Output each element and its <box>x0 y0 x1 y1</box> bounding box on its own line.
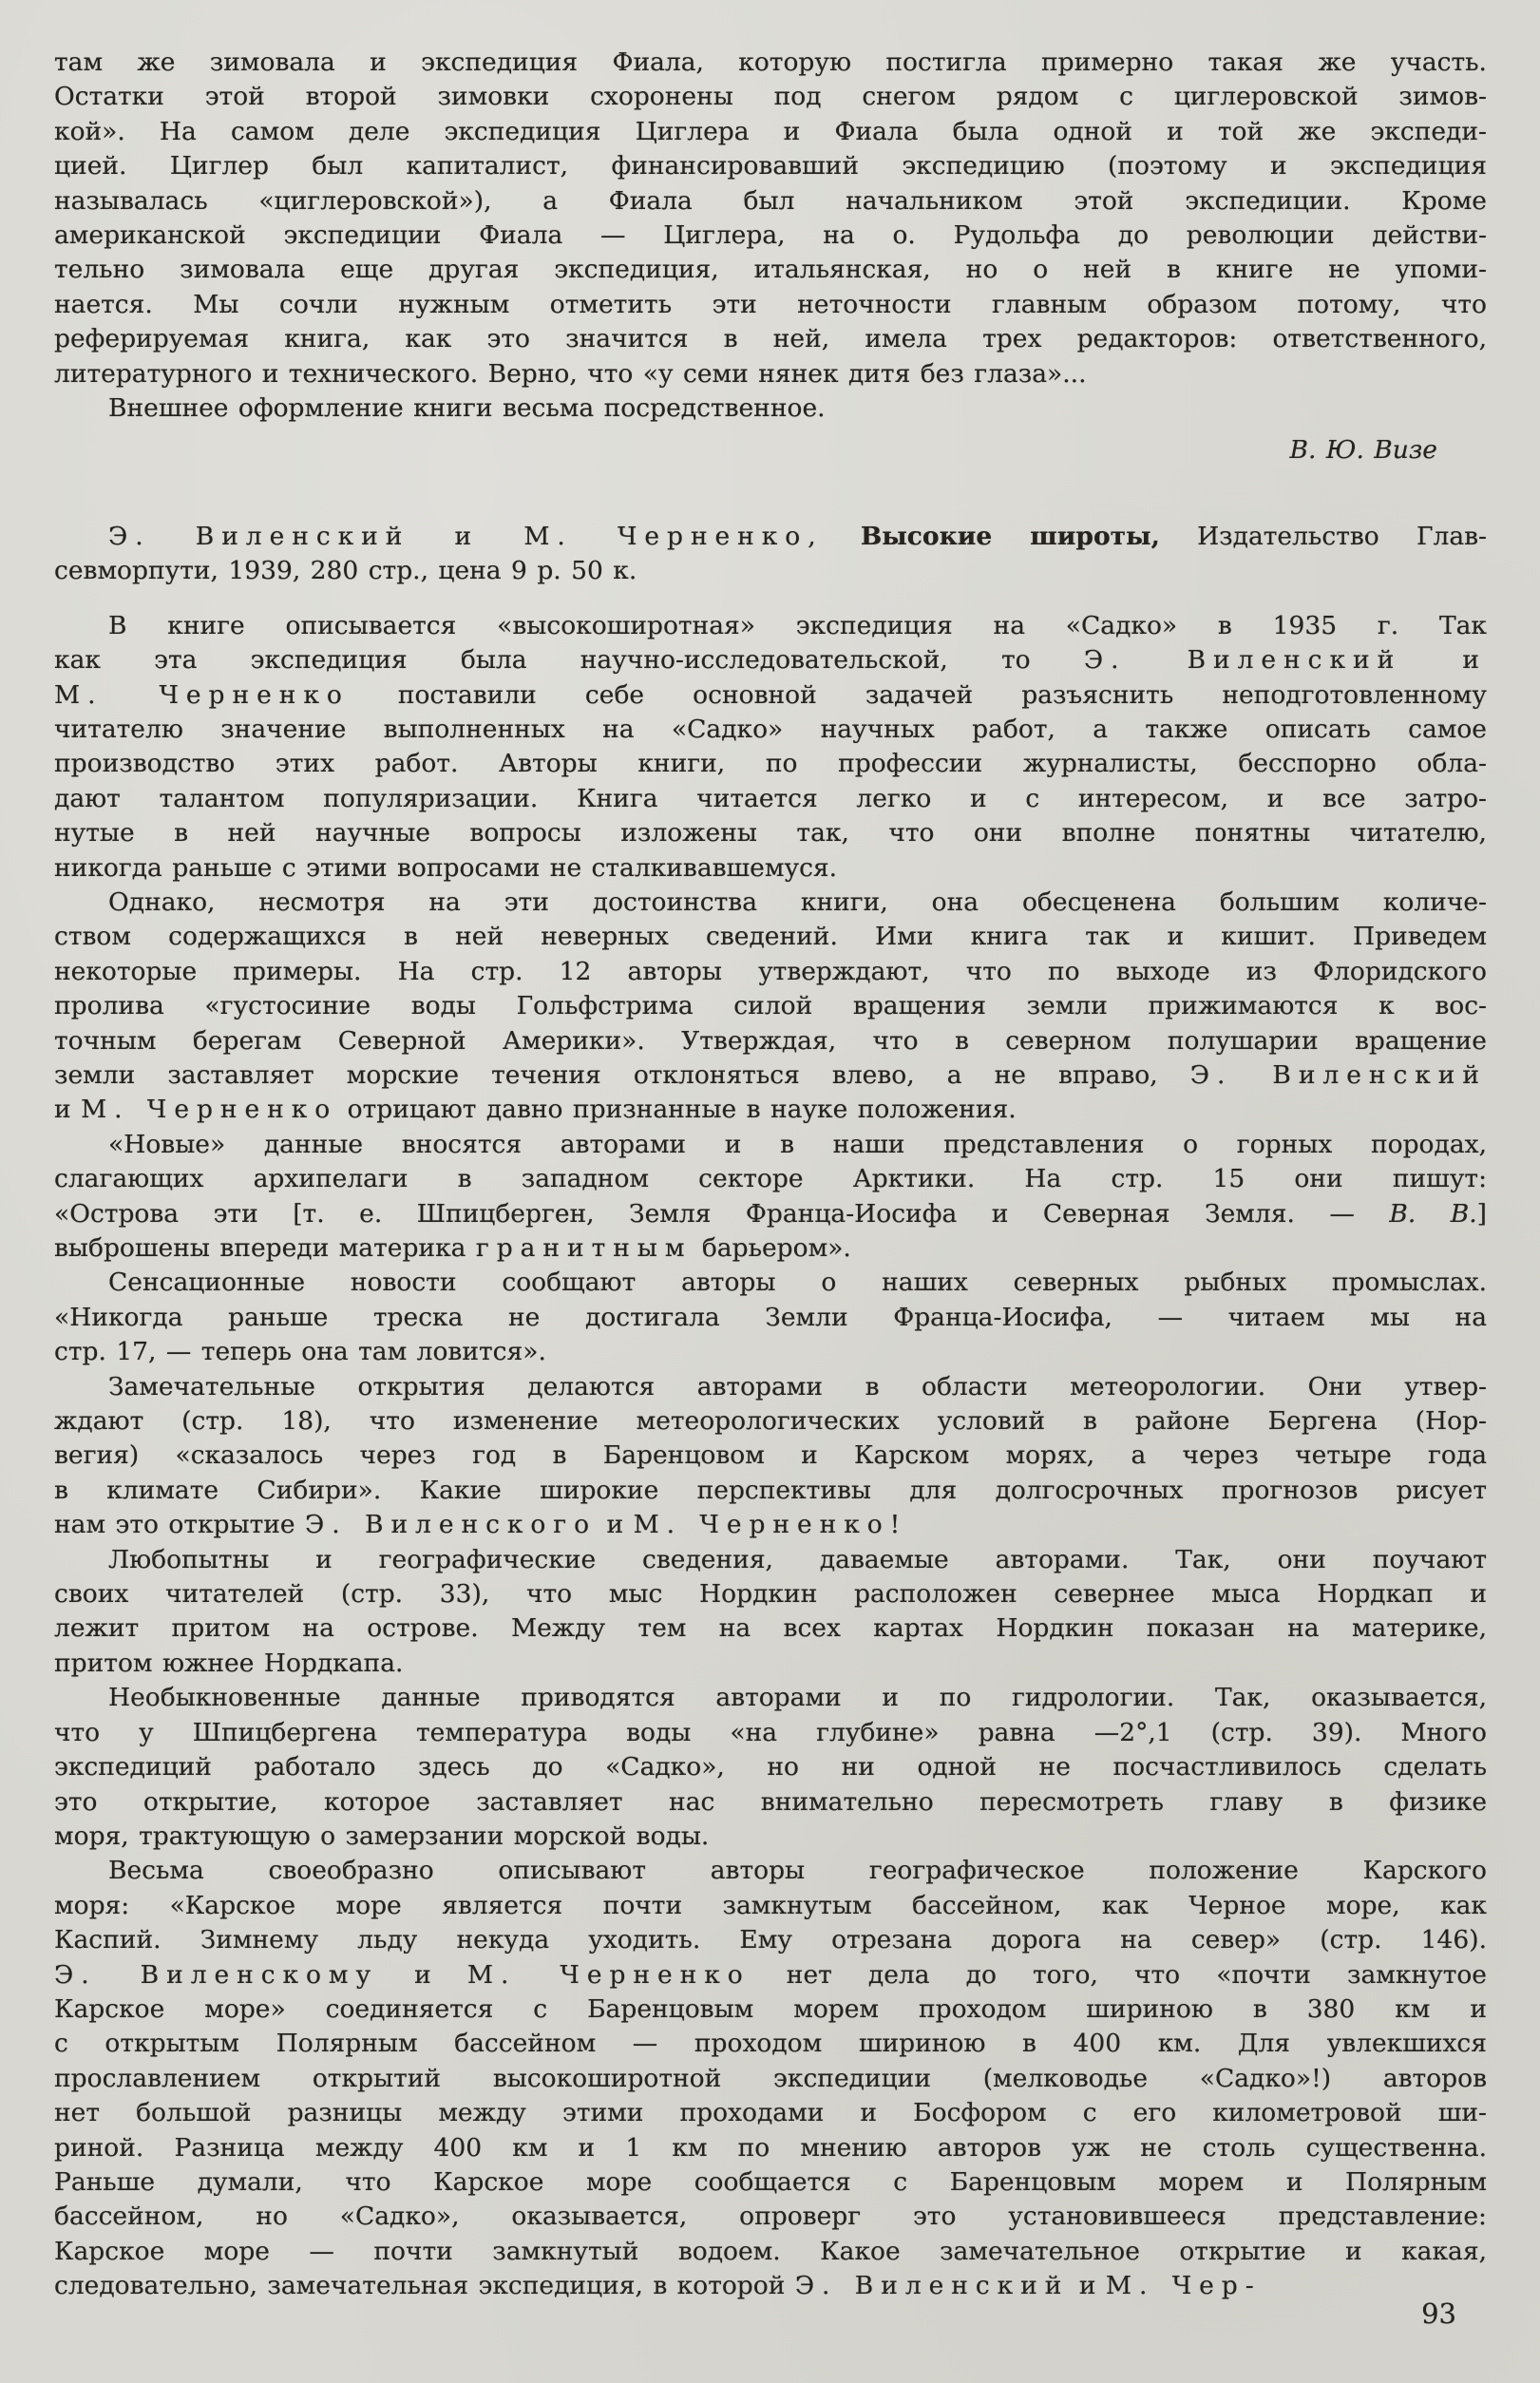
book-citation <box>54 520 1487 589</box>
signature-vize <box>54 433 1487 467</box>
para-errors-gulfstream <box>54 886 1487 1128</box>
text-run: нет дела до того, что «почти замкнутое <box>750 1959 1487 1990</box>
emphasized-name: гранитным <box>475 1233 693 1263</box>
text-line <box>54 288 1487 322</box>
text-line <box>54 1197 1487 1231</box>
text-line <box>54 643 1487 677</box>
text-run: Однако, несмотря на эти достоинства книги, она обесценена большим количе- <box>108 886 1487 917</box>
text-line <box>54 2096 1487 2130</box>
text-line <box>54 1785 1487 1820</box>
emphasized-name: Э. Виленский и <box>1083 645 1487 676</box>
text-line <box>54 886 1487 920</box>
text-run: Карское море — почти замкнутый водоем. Какое замечательное открытие и какая, <box>54 2236 1487 2266</box>
emphasized-name: М. Черненко <box>81 1095 338 1125</box>
text-run: своих читателей (стр. 33), что мыс Нордкин расположен севернее мыса Нордкап и <box>54 1579 1487 1610</box>
text-line <box>54 1301 1487 1335</box>
text-run: «Никогда раньше треска не достигала Земли Франца-Иосифа, — читаем мы на <box>54 1302 1487 1332</box>
text-line <box>54 1128 1487 1162</box>
text-run: тельно зимовала еще другая экспедиция, итальянская, но о ней в книге не упоми- <box>54 255 1487 285</box>
text-run: Внешнее оформление книги весьма посредственное. <box>108 393 826 424</box>
text-run: отрицают давно признанные в науке положения. <box>337 1095 1017 1125</box>
text-run: Весьма своеобразно описывают авторы географическое положение Карского <box>108 1856 1487 1886</box>
text-line <box>54 149 1487 183</box>
text-line <box>54 1854 1487 1888</box>
text-line <box>54 1543 1487 1577</box>
para-hydrology <box>54 1681 1487 1854</box>
text-line <box>54 678 1487 713</box>
text-run: моря, трактующую о замерзании морской воды. <box>54 1821 710 1851</box>
text-run: и <box>1069 2271 1106 2301</box>
text-run: Издательство Глав- <box>1159 521 1488 551</box>
text-run: нам это открытие <box>54 1510 306 1540</box>
text-line <box>54 989 1487 1023</box>
text-run: стр. 17, — теперь она там ловится». <box>54 1337 546 1367</box>
text-run: американской экспедиции Фиала — Циглера, на о. Рудольфа до революции действи- <box>54 220 1487 251</box>
text-line <box>54 2062 1487 2096</box>
text-line <box>54 1577 1487 1611</box>
emphasized-name: Э. Виленский <box>794 2271 1070 2301</box>
text-run: в климате Сибири». Какие широкие перспективы для долгосрочных прогнозов рисует <box>54 1475 1487 1505</box>
text-line <box>54 1335 1487 1369</box>
text-run: Сенсационные новости сообщают авторы о наших северных рыбных промыслах. <box>108 1268 1487 1298</box>
emphasized-name: Э. Виленскому <box>54 1959 379 1990</box>
text-run: ством содержащихся в ней неверных сведений. Ими книга так и кишит. Приведем <box>54 922 1487 952</box>
text-line <box>54 1681 1487 1715</box>
text-run: это открытие, которое заставляет нас внимательно пересмотреть главу в физике <box>54 1786 1487 1817</box>
text-line <box>54 713 1487 747</box>
text-line <box>54 1889 1487 1923</box>
text-run: что у Шпицбергена температура воды «на глубине» равна —2°,1 (стр. 39). Много <box>54 1717 1487 1747</box>
text-line <box>54 920 1487 954</box>
para-granite-barrier <box>54 1128 1487 1267</box>
text-run: Необыкновенные данные приводятся авторами и по гидрологии. Так, оказывается, <box>108 1683 1487 1713</box>
text-line <box>54 1404 1487 1439</box>
text-line <box>54 520 1487 554</box>
text-line <box>54 1750 1487 1784</box>
text-run: риной. Разница между 400 км и 1 км по мнению авторов уж не столь существенна. <box>54 2132 1487 2163</box>
text-line <box>54 433 1487 467</box>
text-line <box>54 782 1487 816</box>
text-line <box>54 1474 1487 1508</box>
text-run: слагающих архипелаги в западном секторе Арктики. На стр. 15 они пишут: <box>54 1164 1487 1194</box>
text-line <box>54 554 1487 588</box>
text-run: Любопытны и географические сведения, даваемые авторами. Так, они поучают <box>108 1544 1487 1574</box>
text-run: «Новые» данные вносятся авторами и в наши представления о горных породах, <box>108 1129 1487 1159</box>
text-line <box>54 1992 1487 2027</box>
text-run: вегия) «сказалось через год в Баренцовом и Карском морях, а через четыре года <box>54 1440 1487 1471</box>
para-fisheries <box>54 1266 1487 1369</box>
text-line <box>54 1162 1487 1196</box>
text-run: притом южнее Нордкапа. <box>54 1648 404 1678</box>
text-run: барьером». <box>692 1233 851 1263</box>
para-kara-sea <box>54 1854 1487 2303</box>
para-design-remark <box>54 391 1487 426</box>
text-line <box>54 1093 1487 1127</box>
text-line <box>54 1820 1487 1854</box>
text-run: и <box>378 1959 467 1990</box>
text-line <box>54 1647 1487 1681</box>
text-line <box>54 115 1487 149</box>
text-line <box>54 1439 1487 1473</box>
text-run: нет большой разницы между этими проходами и Босфором с его километровой ши- <box>54 2098 1487 2128</box>
text-run: Карское море» соединяется с Баренцовым морем проходом шириною в 380 км и <box>54 1993 1487 2024</box>
text-line <box>54 1508 1487 1542</box>
text-line <box>54 1611 1487 1646</box>
emphasized-name: М. Черненко <box>633 1510 890 1540</box>
text-run: бассейном, но «Садко», оказывается, опроверг это установившееся представление: <box>54 2202 1487 2232</box>
text-run: экспедиций работало здесь до «Садко», но ни одной не посчастливилось сделать <box>54 1752 1487 1782</box>
text-run: читателю значение выполненных на «Садко» научных работ, а также описать самое <box>54 714 1487 744</box>
text-run: выброшены впереди материка <box>54 1233 476 1263</box>
text-run: Раньше думали, что Карское море сообщается с Баренцовым морем и Полярным <box>54 2166 1487 2197</box>
text-line <box>54 322 1487 356</box>
text-line <box>54 253 1487 287</box>
text-line <box>54 609 1487 643</box>
text-line <box>54 1923 1487 1957</box>
text-line <box>54 2131 1487 2165</box>
text-line <box>54 219 1487 253</box>
text-run: ] <box>1476 1198 1488 1229</box>
text-run: «Острова эти [т. е. Шпицберген, Земля Франца-Иосифа и Северная Земля. — <box>54 1198 1390 1229</box>
para-meteorology <box>54 1370 1487 1543</box>
text-line <box>54 2165 1487 2200</box>
text-run: севморпути, 1939, 280 стр., цена 9 р. 50 к. <box>54 556 637 586</box>
text-run: ждают (стр. 18), что изменение метеорологических условий в районе Бергена (Нор- <box>54 1406 1487 1437</box>
text-line <box>54 747 1487 781</box>
text-run: производство этих работ. Авторы книги, по профессии журналисты, бесспорно обла- <box>54 749 1487 779</box>
text-run: реферируемая книга, как это значится в ней, имела трех редакторов: ответственного, <box>54 324 1487 354</box>
text-run: там же зимовала и экспедиция Фиала, которую постигла примерно такая же участь. <box>54 48 1487 77</box>
text-line <box>54 184 1487 219</box>
para-carryover-fiala-ziegler <box>54 46 1487 391</box>
text-run: Каспий. Зимнему льду некуда уходить. Ему отрезана дорога на север» (стр. 146). <box>54 1925 1487 1955</box>
text-line <box>54 2235 1487 2269</box>
text-run: некоторые примеры. На стр. 12 авторы утверждают, что по выходе из Флоридского <box>54 956 1487 986</box>
emphasized-name: М. Чер- <box>1105 2271 1262 2301</box>
text-column <box>54 46 1487 2304</box>
text-run: моря: «Карское море является почти замкнутым бассейном, как Черное море, как <box>54 1890 1487 1920</box>
text-run: и <box>597 1510 634 1540</box>
text-line <box>54 1024 1487 1058</box>
text-line <box>54 2269 1487 2303</box>
text-run: лежит притом на острове. Между тем на всех картах Нордкин показан на материке, <box>54 1613 1487 1644</box>
emphasized-name: Э. Виленский <box>1189 1059 1487 1090</box>
text-line <box>54 1058 1487 1093</box>
text-run: называлась «циглеровской»), а Фиала был начальником этой экспедиции. Кроме <box>54 185 1487 216</box>
para-intro-sadko <box>54 609 1487 886</box>
text-line <box>54 1716 1487 1750</box>
text-run: литературного и технического. Верно, что «у семи нянек дитя без глаза»... <box>54 358 1087 389</box>
text-run: нутые в ней научные вопросы изложены так, что они вполне понятны читателю, <box>54 818 1487 848</box>
text-line <box>54 1266 1487 1300</box>
text-run: ! <box>889 1510 901 1540</box>
text-run: и <box>54 1095 82 1125</box>
text-run: пролива «густосиние воды Гольфстрима силой вращения земли прижимаются к вос- <box>54 991 1487 1021</box>
text-run: с открытым Полярным бассейном — проходом шириною в 400 км. Для увлекшихся <box>54 2029 1487 2059</box>
text-line <box>54 816 1487 850</box>
text-line <box>54 955 1487 989</box>
text-run: никогда раньше с этими вопросами не сталкивавшемуся. <box>54 852 838 883</box>
text-line <box>54 357 1487 391</box>
text-run: прославлением открытий высокоширотной экспедиции (мелководье «Садко»!) авторов <box>54 2063 1487 2093</box>
text-line <box>54 2200 1487 2234</box>
text-run: земли заставляет морские течения отклоняться влево, а не вправо, <box>54 1059 1190 1090</box>
text-line <box>54 1231 1487 1266</box>
text-run: дают талантом популяризации. Книга читается легко и с интересом, и все затро- <box>54 783 1487 813</box>
text-run: как эта экспедиция была научно-исследовательской, то <box>54 645 1084 676</box>
emphasized-name: М. Черненко <box>466 1959 751 1990</box>
text-line <box>54 851 1487 886</box>
emphasized-name: Э. Виленского <box>305 1510 598 1540</box>
text-line <box>54 80 1487 114</box>
text-run: нается. Мы сочли нужным отметить эти неточности главным образом потому, что <box>54 289 1487 319</box>
text-run: кой». На самом деле экспедиция Циглера и Фиала была одной и той же экспеди- <box>54 116 1487 146</box>
text-run: следовательно, замечательная экспедиция, в которой <box>54 2271 795 2301</box>
text-line <box>54 1958 1487 1992</box>
text-run: поставили себе основной задачей разъяснить неподготовленному <box>349 679 1487 710</box>
book-title-bold: Высокие широты, <box>860 521 1160 551</box>
text-run: Замечательные открытия делаются авторами в области метеорологии. Они утвер- <box>108 1371 1487 1401</box>
italic-text-run: В. Ю. Визе <box>1289 435 1437 466</box>
text-run: точным берегам Северной Америки». Утверждая, что в северном полушарии вращение <box>54 1025 1487 1056</box>
text-run: цией. Циглер был капиталист, финансировавший экспедицию (поэтому и экспедиция <box>54 151 1487 181</box>
text-line <box>54 391 1487 426</box>
italic-text-run: В. В. <box>1389 1198 1477 1229</box>
text-line <box>54 1370 1487 1404</box>
text-run: В книге описывается «высокоширотная» экспедиция на «Садко» в 1935 г. Так <box>108 610 1487 640</box>
emphasized-name: М. Черненко <box>54 679 350 710</box>
para-geography-nordkin <box>54 1543 1487 1682</box>
page-number: 93 <box>1421 2297 1456 2330</box>
text-run: Остатки этой второй зимовки схоронены под снегом рядом с циглеровской зимов- <box>54 82 1487 112</box>
text-line <box>54 2027 1487 2061</box>
emphasized-name: Э. Виленский и М. Черненко, <box>108 521 824 551</box>
text-line <box>54 46 1487 80</box>
text-run <box>824 522 861 551</box>
